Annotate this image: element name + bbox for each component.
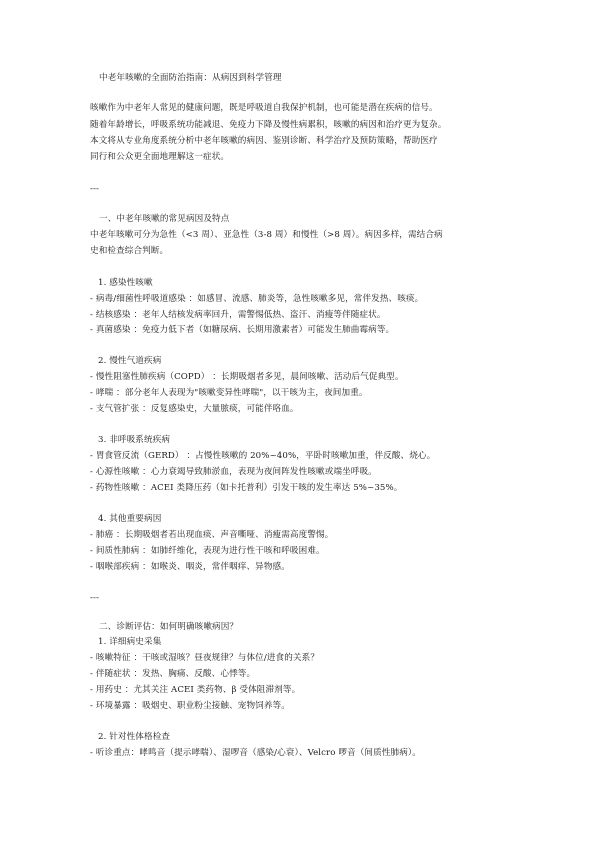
subsection-heading: 1. 详细病史采集: [98, 637, 162, 647]
list-item: - 间质性肺病 ：如肺纤维化，表现为进行性干咳和呼吸困难。: [90, 546, 325, 556]
subsection-heading: 4. 其他重要病因: [98, 514, 162, 524]
section-heading: 二、诊断评估：如何明确咳嗽病因？: [99, 622, 239, 632]
intro-line: 随着年龄增长，呼吸系统功能减退、免疫力下降及慢性病累积，咳嗽的病因和治疗更为复杂。: [90, 120, 447, 130]
list-item: - 药物性咳嗽 ：ACEI 类降压药（如卡托普利）引发干咳的发生率达 5%~35%。: [90, 483, 403, 493]
list-item: - 哮喘 ：部分老年人表现为"咳嗽变异性哮喘"，以干咳为主，夜间加重。: [90, 388, 368, 398]
document-title: 中老年咳嗽的全面防治指南：从病因到科学管理: [99, 73, 282, 83]
list-item: - 听诊重点：哮鸣音（提示哮喘）、湿啰音（感染/心衰）、Velcro 啰音（间质性肺病）。: [90, 748, 421, 758]
list-item: - 咽喉部疾病 ：如喉炎、咽炎，常伴咽痒、异物感。: [90, 562, 290, 572]
list-item: - 慢性阻塞性肺疾病（COPD） ：长期吸烟者多见，晨间咳嗽、活动后气促典型。: [90, 372, 404, 382]
divider: ---: [90, 593, 100, 603]
subsection-heading: 1. 感染性咳嗽: [98, 278, 153, 288]
list-item: - 咳嗽特征 ：干咳或湿咳？昼夜规律？与体位/进食的关系？: [90, 653, 320, 663]
intro-line: 同行和公众更全面地理解这一症状。: [90, 152, 230, 162]
list-item: - 用药史 ：尤其关注 ACEI 类药物、β 受体阻滞剂等。: [90, 685, 301, 695]
section-heading: 一、中老年咳嗽的常见病因及特点: [99, 214, 230, 224]
list-item: - 环境暴露 ：吸烟史、职业粉尘接触、宠物饲养等。: [90, 701, 290, 711]
subsection-heading: 2. 针对性体格检查: [98, 732, 171, 742]
list-item: - 结核感染 ：老年人结核发病率回升，需警惕低热、盗汗、消瘦等伴随症状。: [90, 310, 386, 320]
section-intro-line: 史和检查综合判断。: [90, 246, 169, 256]
intro-line: 咳嗽作为中老年人常见的健康问题，既是呼吸道自我保护机制，也可能是潜在疾病的信号。: [90, 103, 438, 113]
list-item: - 支气管扩张 ：反复感染史，大量脓痰，可能伴咯血。: [90, 404, 299, 414]
subsection-heading: 3. 非呼吸系统疾病: [98, 435, 171, 445]
list-item: - 伴随症状 ：发热、胸痛、反酸、心悸等。: [90, 669, 256, 679]
divider: ---: [90, 184, 100, 194]
list-item: - 肺癌 ：长期吸烟者若出现血痰、声音嘶哑、消瘦需高度警惕。: [90, 530, 334, 540]
list-item: - 病毒/细菌性呼吸道感染 ：如感冒、流感、肺炎等，急性咳嗽多见，常伴发热、咳痰。: [90, 294, 424, 304]
intro-line: 本文将从专业角度系统分析中老年咳嗽的病因、鉴别诊断、科学治疗及预防策略，帮助医疗: [90, 136, 438, 146]
section-intro-line: 中老年咳嗽可分为急性（<3 周）、亚急性（3-8 周）和慢性（>8 周）。病因多样，需结合病: [90, 230, 443, 240]
list-item: - 胃食管反流（GERD） ：占慢性咳嗽的 20%~40%，平卧时咳嗽加重，伴反酸、烧心。: [90, 451, 436, 461]
list-item: - 心源性咳嗽 ：心力衰竭导致肺淤血，表现为夜间阵发性咳嗽或端坐呼吸。: [90, 467, 377, 477]
list-item: - 真菌感染 ：免疫力低下者（如糖尿病、长期用激素者）可能发生肺曲霉病等。: [90, 325, 395, 335]
subsection-heading: 2. 慢性气道疾病: [98, 356, 162, 366]
